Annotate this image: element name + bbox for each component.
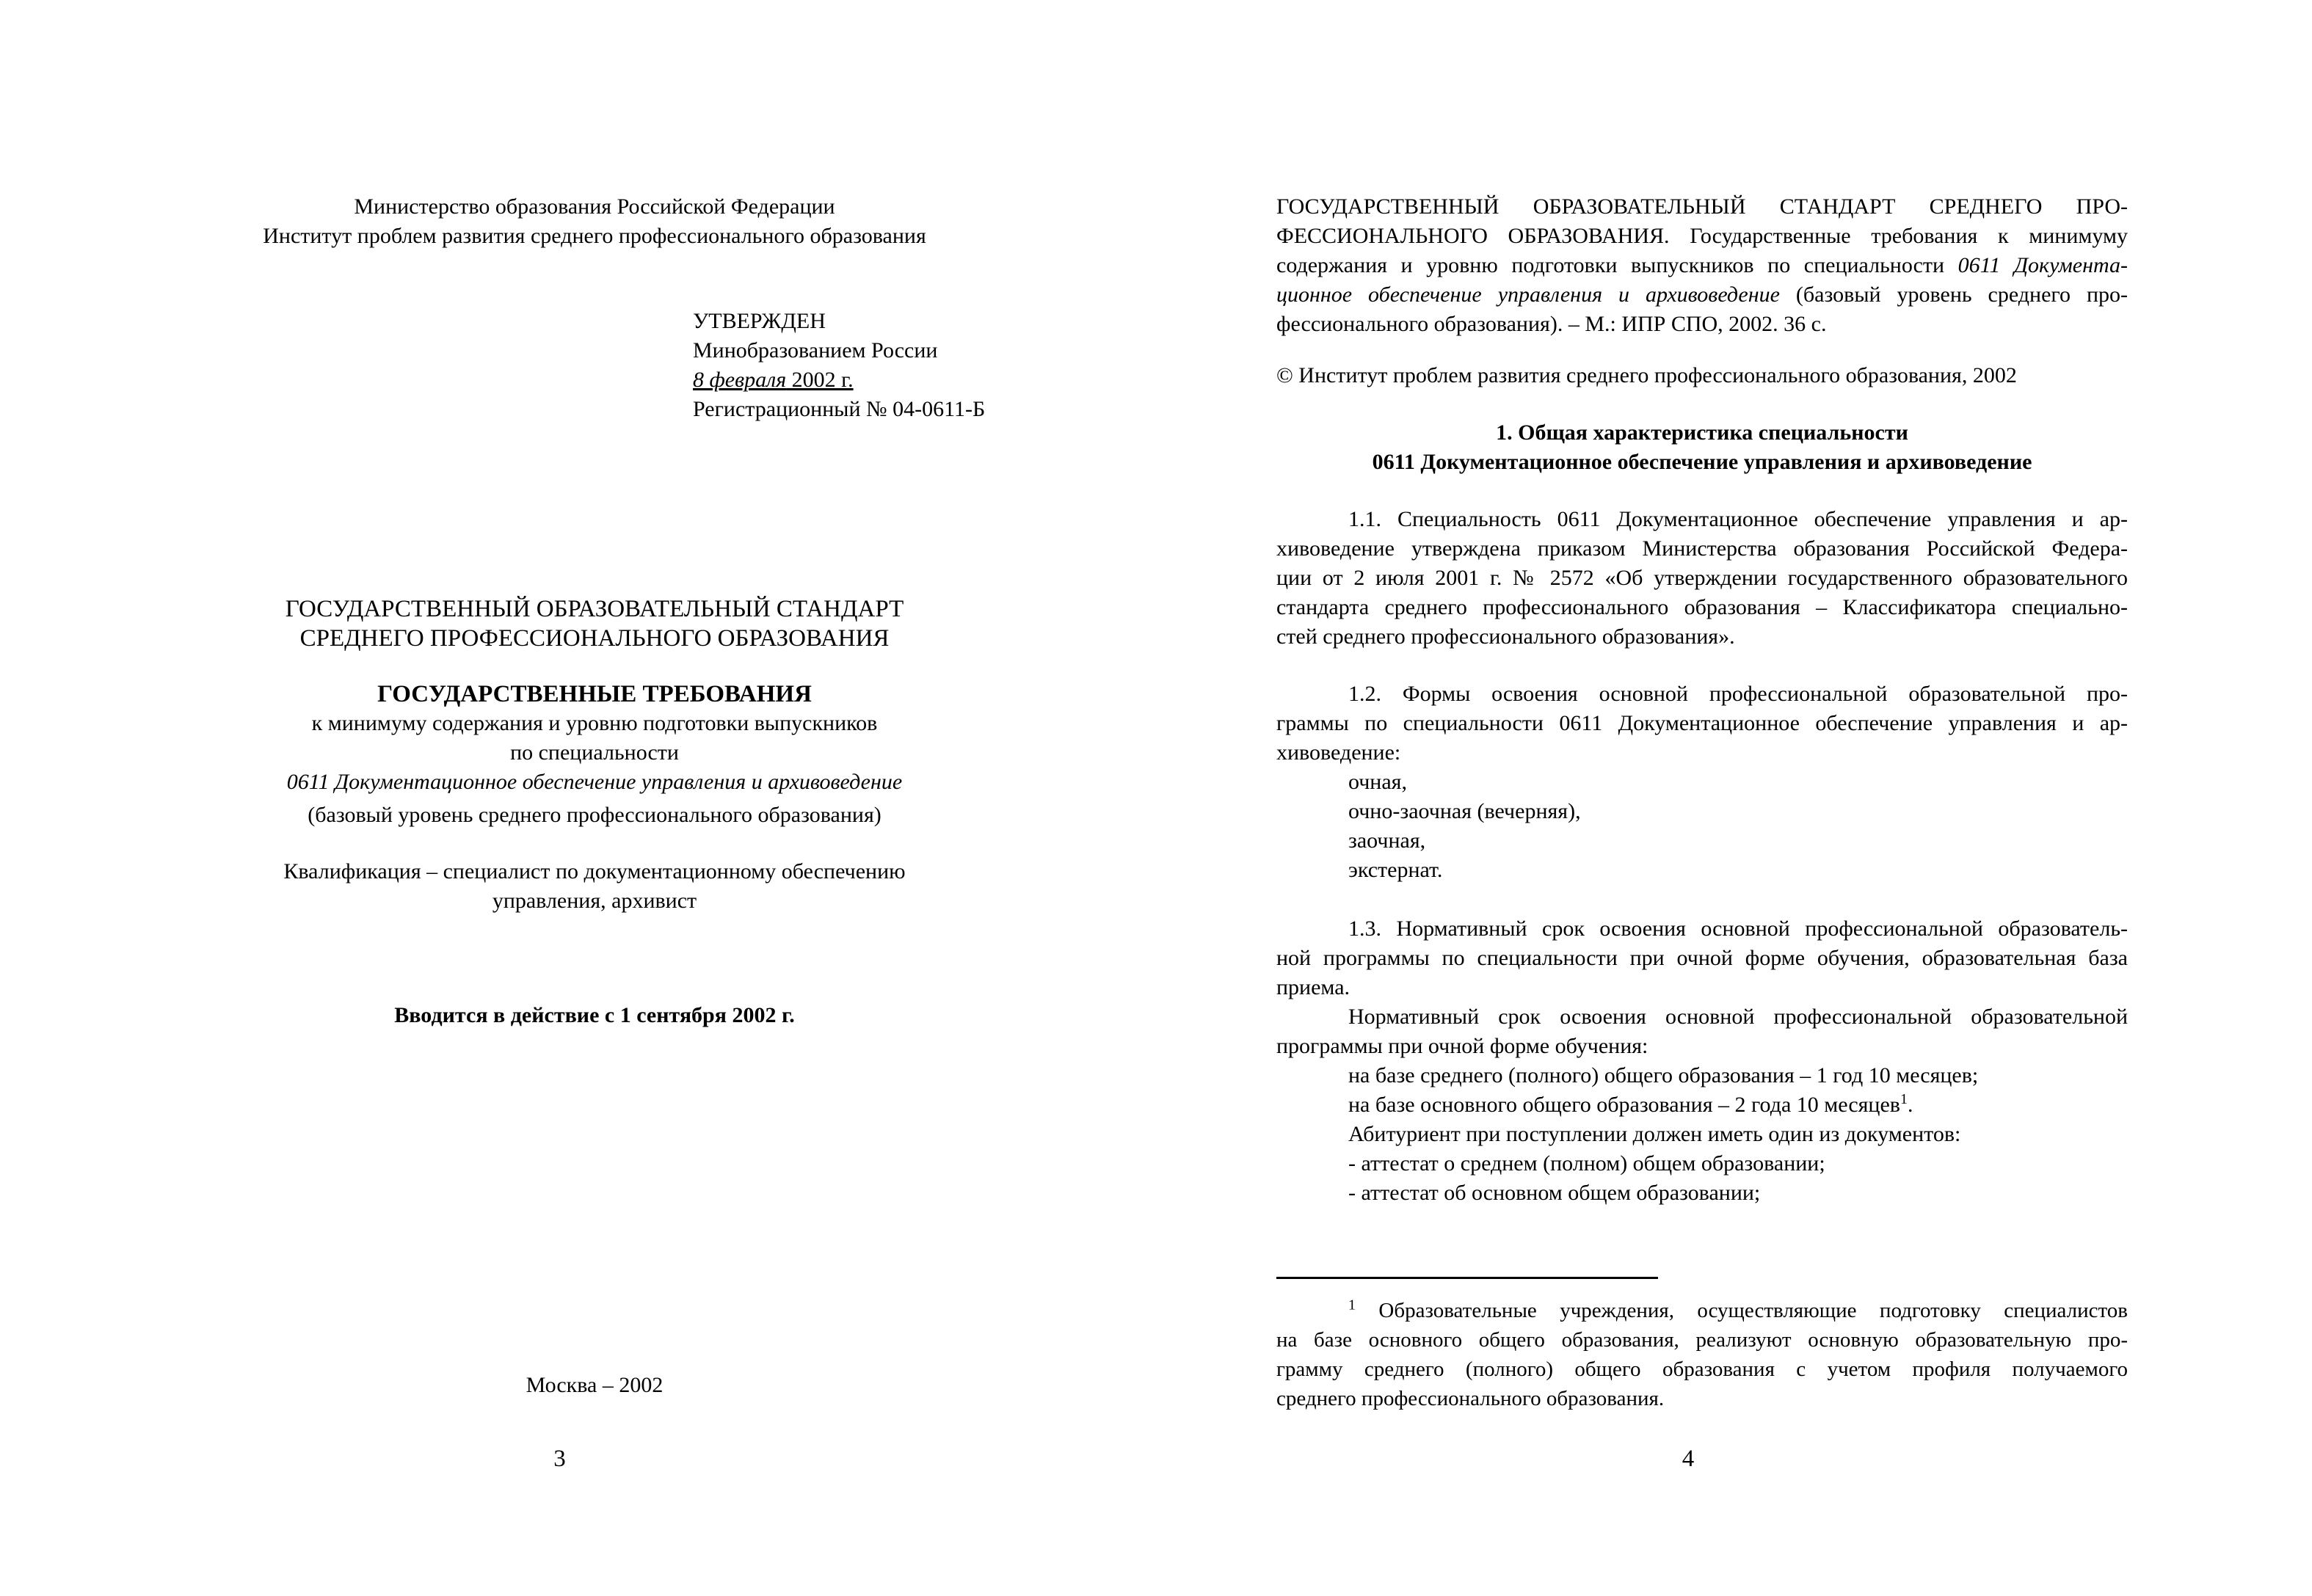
bib-line: фессионального образования). – М.: ИПР СПО, 2002. 36 с.	[1276, 312, 1827, 336]
bib-line: ционное обеспечение управления и архивоведение (базовый уровень среднего про-	[1276, 283, 2128, 307]
page-right	[1156, 0, 2312, 1596]
page-number-right: 4	[1682, 1446, 1695, 1472]
list-item: очно-заочная (вечерняя),	[1348, 799, 1581, 823]
list-item: очная,	[1348, 770, 1407, 794]
paragraph-line: хивоведение утверждена приказом Министерства образования Российской Федера-	[1276, 536, 2128, 561]
paragraph-line: 1.2. Формы освоения основной профессиональной образовательной про-	[1348, 682, 2128, 706]
approved-label: УТВЕРЖДЕН	[693, 309, 826, 333]
requirements-line2: по специальности	[510, 740, 679, 765]
document-item: - аттестат о среднем (полном) общем образовании;	[1348, 1151, 1825, 1176]
applicant-line: Абитуриент при поступлении должен иметь один из документов:	[1348, 1122, 1961, 1146]
specialty-name: 0611 Документационное обеспечение управления и архивоведение	[286, 770, 903, 794]
paragraph-line: программы при очной форме обучения:	[1276, 1034, 1648, 1058]
list-item: экстернат.	[1348, 858, 1443, 882]
bib-line: ГОСУДАРСТВЕННЫЙ ОБРАЗОВАТЕЛЬНЫЙ СТАНДАРТ СРЕДНЕГО ПРО-	[1276, 194, 2128, 219]
footnote-line: $^1$ Образовательные учреждения, осуществляющие подготовку специалистов	[1348, 1297, 2128, 1322]
bib-line: ФЕССИОНАЛЬНОГО ОБРАЗОВАНИЯ. Государственные требования к минимуму	[1276, 224, 2128, 248]
standard-title-line2: СРЕДНЕГО ПРОФЕССИОНАЛЬНОГО ОБРАЗОВАНИЯ	[299, 625, 890, 652]
term-line: на базе среднего (полного) общего образования – 1 год 10 месяцев;	[1348, 1063, 1979, 1087]
approved-by: Минобразованием России	[693, 338, 938, 362]
paragraph-line: стей среднего профессионального образования».	[1276, 624, 1735, 649]
approval-date: 8 февраля 2002 г.	[693, 368, 854, 392]
qualification-line1: Квалификация – специалист по документационному обеспечению	[283, 859, 906, 883]
paragraph-line: ции от 2 июля 2001 г. № 2572 «Об утверждении государственного образовательного	[1276, 566, 2128, 590]
document-item: - аттестат об основном общем образовании;	[1348, 1181, 1761, 1205]
registration-number: Регистрационный № 04-0611-Б	[693, 397, 986, 421]
paragraph-line: хивоведение:	[1276, 740, 1401, 765]
education-level: (базовый уровень среднего профессионального образования)	[308, 803, 881, 827]
paragraph-line: приема.	[1276, 975, 1351, 999]
footnote-line: на базе основного общего образования, реализуют основную образовательную про-	[1276, 1328, 2128, 1352]
standard-title-line1: ГОСУДАРСТВЕННЫЙ ОБРАЗОВАТЕЛЬНЫЙ СТАНДАРТ	[285, 596, 904, 622]
section-subtitle: 0611 Документационное обеспечение управления и архивоведение	[1372, 450, 2032, 474]
paragraph-line: Нормативный срок освоения основной профессиональной образовательной	[1348, 1005, 2128, 1029]
paragraph-line: стандарта среднего профессионального образования – Классификатора специально-	[1276, 595, 2128, 619]
footnote-line: среднего профессионального образования.	[1276, 1387, 1665, 1410]
city-year: Москва – 2002	[526, 1373, 664, 1397]
paragraph-line: ной программы по специальности при очной форме обучения, образовательная база	[1276, 946, 2128, 970]
bib-line: содержания и уровню подготовки выпускников по специальности 0611 Документа-	[1276, 253, 2129, 277]
list-item: заочная,	[1348, 828, 1426, 853]
ministry-line: Министерство образования Российской Федерации	[354, 194, 835, 219]
requirements-line1: к минимуму содержания и уровню подготовки выпускников	[311, 711, 878, 735]
footnote-divider	[1276, 1277, 1658, 1279]
footnote-line: грамму среднего (полного) общего образования с учетом профиля получаемого	[1276, 1358, 2128, 1381]
paragraph-line: граммы по специальности 0611 Документационное обеспечение управления и ар-	[1276, 711, 2128, 735]
qualification-line2: управления, архивист	[492, 889, 697, 913]
effective-date: Вводится в действие с 1 сентября 2002 г.	[394, 1003, 795, 1027]
section-title: 1. Общая характеристика специальности	[1496, 420, 1908, 445]
footnote-ref[interactable]: 1	[1900, 1091, 1908, 1107]
term-line: на базе основного общего образования – 2 года 10 месяцев$^1$.	[1348, 1091, 1913, 1117]
requirements-title: ГОСУДАРСТВЕННЫЕ ТРЕБОВАНИЯ	[377, 681, 812, 707]
institute-line: Институт проблем развития среднего профессионального образования	[263, 224, 926, 248]
paragraph-line: 1.3. Нормативный срок освоения основной профессиональной образователь-	[1348, 917, 2128, 941]
paragraph-line: 1.1. Специальность 0611 Документационное обеспечение управления и ар-	[1348, 507, 2128, 531]
copyright: © Институт проблем развития среднего профессионального образования, 2002	[1276, 363, 2017, 387]
page-number-left: 3	[553, 1446, 566, 1472]
